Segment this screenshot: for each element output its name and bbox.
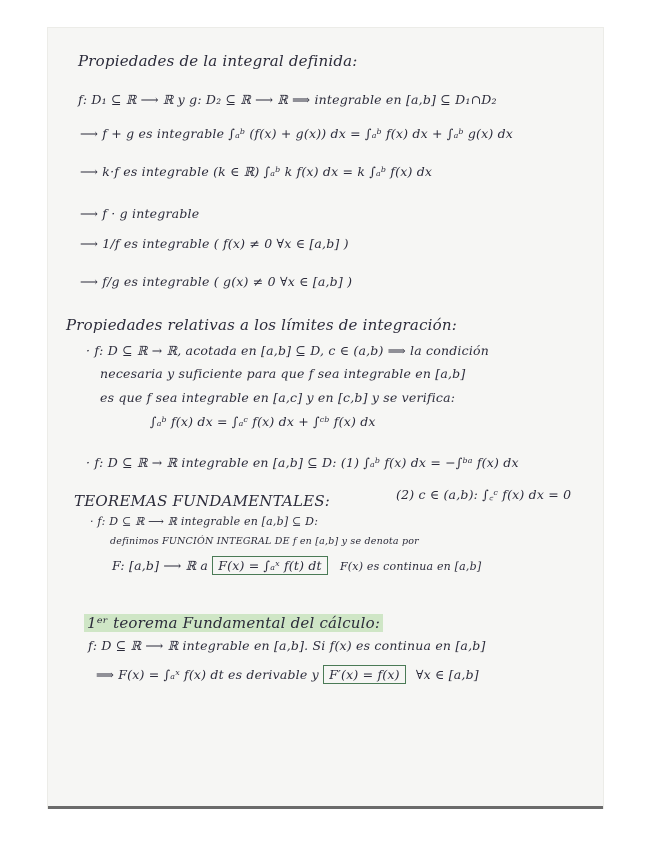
line-producto-escalar: ⟶ k·f es integrable (k ∈ ℝ) ∫ₐᵇ k f(x) dx = k ∫ₐᵇ f(x) dx bbox=[80, 164, 433, 179]
title-primer-teorema bbox=[84, 614, 383, 632]
line-suma: ⟶ f + g es integrable ∫ₐᵇ (f(x) + g(x)) dx = ∫ₐᵇ f(x) dx + ∫ₐᵇ g(x) dx bbox=[80, 126, 514, 141]
F-domain: F: [a,b] ⟶ ℝ a bbox=[112, 558, 209, 573]
line-F-definicion bbox=[112, 556, 481, 575]
line-definicion-fg: f: D₁ ⊆ ℝ ⟶ ℝ y g: D₂ ⊆ ℝ ⟶ ℝ ⟹ integrable en [a,b] ⊆ D₁∩D₂ bbox=[78, 92, 497, 107]
line-aditividad: ∫ₐᵇ f(x) dx = ∫ₐᶜ f(x) dx + ∫ᶜᵇ f(x) dx bbox=[150, 414, 376, 429]
title-limites: Propiedades relativas a los límites de integración: bbox=[66, 316, 458, 334]
tesis-boxed-formula: F′(x) = f(x) bbox=[323, 665, 406, 684]
line-acotada: · f: D ⊆ ℝ → ℝ, acotada en [a,b] ⊆ D, c ∈ (a,b) ⟹ la condición bbox=[86, 343, 489, 358]
highlighted-title: 1ᵉʳ teorema Fundamental del cálculo: bbox=[84, 614, 383, 632]
line-inversion-limites: · f: D ⊆ ℝ → ℝ integrable en [a,b] ⊆ D: (1) ∫ₐᵇ f(x) dx = −∫ᵇᵃ f(x) dx bbox=[86, 455, 519, 470]
F-boxed-formula: F(x) = ∫ₐˣ f(t) dt bbox=[212, 556, 328, 575]
line-inversa: ⟶ 1/f es integrable ( f(x) ≠ 0 ∀x ∈ [a,b] ) bbox=[80, 236, 349, 251]
line-condicion: es que f sea integrable en [a,c] y en [c,b] y se verifica: bbox=[100, 390, 456, 405]
title-teoremas: TEOREMAS FUNDAMENTALES: bbox=[74, 492, 331, 510]
line-funcion-integral: definimos FUNCIÓN INTEGRAL DE f en [a,b] y se denota por bbox=[110, 536, 419, 547]
tesis-forall: ∀x ∈ [a,b] bbox=[415, 667, 479, 682]
line-cociente: ⟶ f/g es integrable ( g(x) ≠ 0 ∀x ∈ [a,b] ) bbox=[80, 274, 353, 289]
line-producto: ⟶ f · g integrable bbox=[80, 206, 200, 221]
page-bottom-edge bbox=[48, 806, 603, 809]
line-primer-teorema-tesis bbox=[96, 665, 479, 684]
line-limites-iguales: (2) c ∈ (a,b): ∫꜀ᶜ f(x) dx = 0 bbox=[396, 487, 572, 502]
line-teoremas-hipotesis: · f: D ⊆ ℝ ⟶ ℝ integrable en [a,b] ⊆ D: bbox=[90, 515, 319, 528]
F-continua: F(x) es continua en [a,b] bbox=[339, 560, 482, 573]
line-primer-teorema-hipotesis: f: D ⊆ ℝ ⟶ ℝ integrable en [a,b]. Si f(x) es continua en [a,b] bbox=[88, 638, 486, 653]
line-necesaria: necesaria y suficiente para que f sea integrable en [a,b] bbox=[100, 366, 466, 381]
title-propiedades: Propiedades de la integral definida: bbox=[78, 52, 358, 70]
tesis-derivable: ⟹ F(x) = ∫ₐˣ f(x) dt es derivable y bbox=[96, 667, 319, 682]
